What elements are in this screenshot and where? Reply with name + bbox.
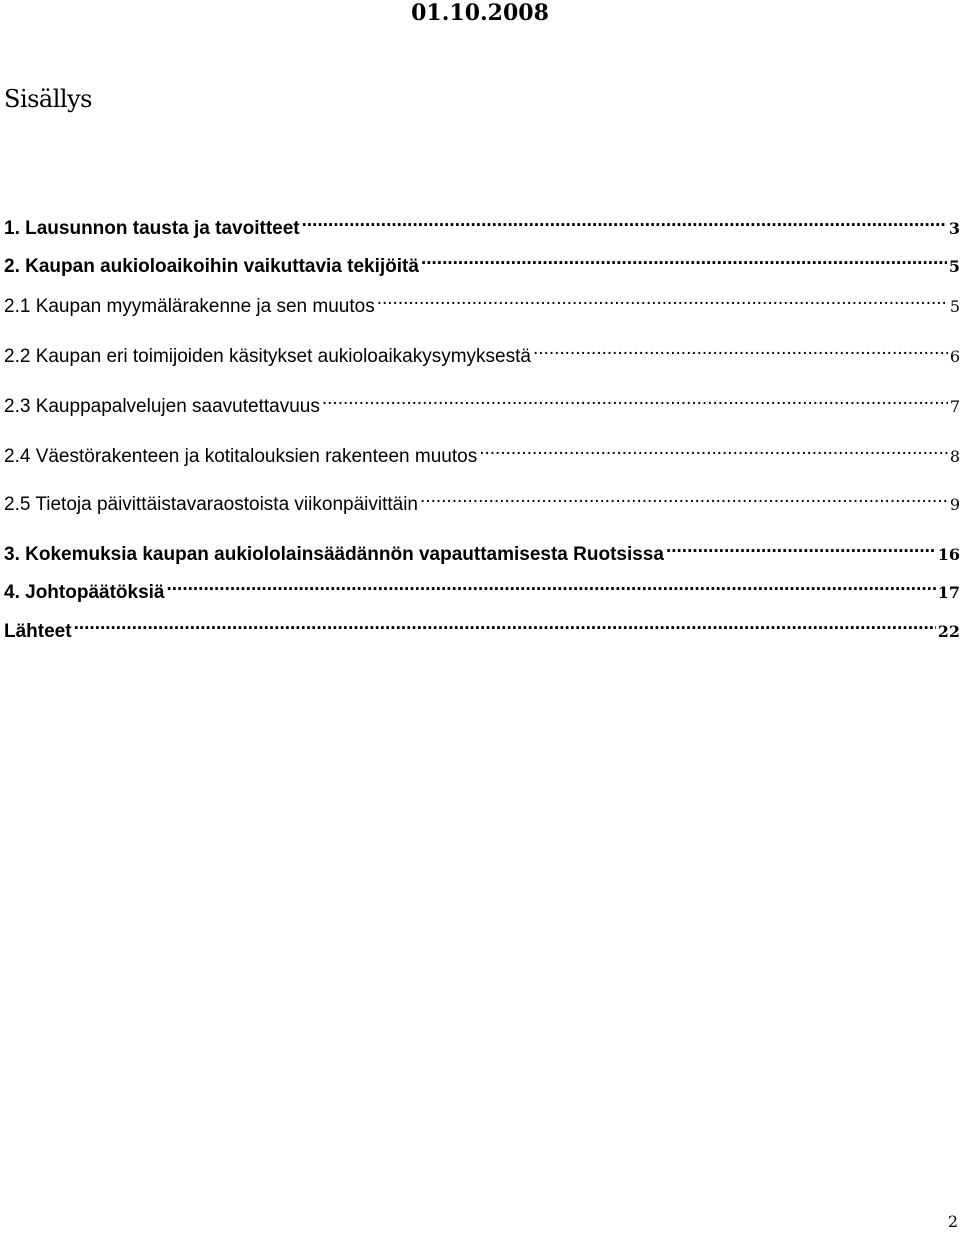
toc-entry[interactable] [4, 438, 960, 469]
toc-entry-page: 9 [949, 495, 960, 514]
toc-entry[interactable] [4, 574, 960, 605]
toc-entry[interactable] [4, 613, 960, 644]
toc-entry[interactable] [4, 338, 960, 369]
toc-entry-page: 22 [937, 622, 960, 641]
toc-entry[interactable] [4, 210, 960, 241]
toc-entry[interactable] [4, 288, 960, 319]
toc-entry-page: 8 [949, 447, 960, 466]
toc-entry-title: 4. Johtopäätöksiä [4, 582, 165, 603]
dot-leader [421, 248, 947, 272]
toc-entry-title: 2.2 Kaupan eri toimijoiden käsitykset aukioloaikakysymyksestä [4, 346, 531, 367]
document-date: 01.10.2008 [411, 0, 549, 26]
toc-entry-page: 17 [937, 583, 960, 602]
toc-entry-title: Lähteet [4, 621, 72, 642]
toc-entry-page: 5 [948, 257, 960, 276]
toc-entry[interactable] [4, 248, 960, 279]
page-number: 2 [947, 1212, 958, 1231]
dot-leader [533, 338, 948, 362]
dot-leader [74, 613, 936, 637]
toc-entry[interactable] [4, 388, 960, 419]
toc-entry-title: 2.3 Kauppapalvelujen saavutettavuus [4, 396, 320, 417]
toc-entry-title: 1. Lausunnon tausta ja tavoitteet [4, 218, 300, 239]
toc-entry-page: 7 [949, 397, 960, 416]
dot-leader [302, 210, 947, 234]
toc-entry-page: 3 [948, 219, 960, 238]
toc-heading: Sisällys [4, 85, 92, 113]
toc-entry-title: 2.1 Kaupan myymälärakenne ja sen muutos [4, 296, 375, 317]
dot-leader [666, 536, 936, 560]
toc-entry-page: 16 [937, 545, 960, 564]
dot-leader [479, 438, 948, 462]
toc-entry[interactable] [4, 486, 960, 517]
toc-entry-title: 3. Kokemuksia kaupan aukiololainsäädännön vapauttamisesta Ruotsissa [4, 544, 664, 565]
toc-entry-title: 2.5 Tietoja päivittäistavaraostoista viikonpäivittäin [4, 494, 419, 515]
toc-entry-page: 5 [949, 297, 960, 316]
toc-entry[interactable] [4, 536, 960, 567]
toc-entry-page: 6 [949, 347, 960, 366]
dot-leader [420, 486, 948, 510]
toc-entry-title: 2.4 Väestörakenteen ja kotitalouksien rakenteen muutos [4, 446, 478, 467]
dot-leader [322, 388, 948, 412]
toc-entry-title: 2. Kaupan aukioloaikoihin vaikuttavia tekijöitä [4, 256, 419, 277]
dot-leader [377, 288, 948, 312]
dot-leader [167, 574, 936, 598]
